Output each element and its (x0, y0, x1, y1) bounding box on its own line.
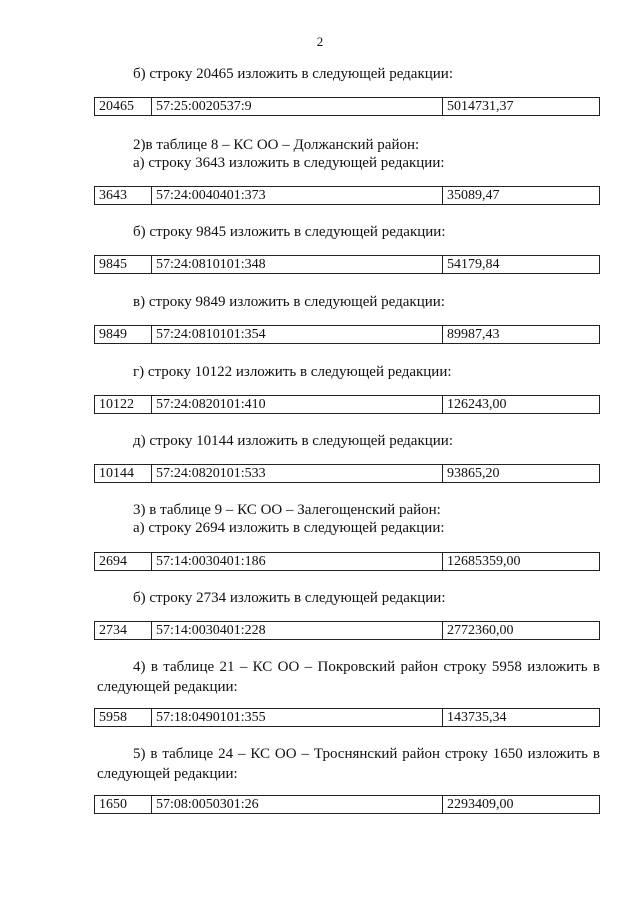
row-number: 5958 (95, 709, 152, 727)
row-number: 9845 (95, 256, 152, 274)
cadastral-number: 57:25:0020537:9 (152, 98, 443, 116)
data-table-row (94, 97, 600, 116)
cadastral-number: 57:24:0040401:373 (152, 187, 443, 205)
item-heading: а) строку 2694 изложить в следующей редакции: (133, 520, 445, 536)
cadastral-number: 57:08:0050301:26 (152, 796, 443, 814)
section-heading: 2)в таблице 8 – КС ОО – Должанский район: (133, 137, 420, 153)
cadastral-value: 143735,34 (443, 709, 600, 727)
cadastral-number: 57:24:0820101:533 (152, 465, 443, 483)
data-table-row (94, 552, 600, 571)
cadastral-value: 35089,47 (443, 187, 600, 205)
row-number: 2734 (95, 622, 152, 640)
cadastral-value: 2772360,00 (443, 622, 600, 640)
cadastral-number: 57:14:0030401:186 (152, 553, 443, 571)
row-number: 9849 (95, 326, 152, 344)
cadastral-value: 12685359,00 (443, 553, 600, 571)
cadastral-value: 126243,00 (443, 396, 600, 414)
section-heading: 3) в таблице 9 – КС ОО – Залегощенский район: (133, 502, 441, 518)
cadastral-number: 57:18:0490101:355 (152, 709, 443, 727)
item-heading: г) строку 10122 изложить в следующей редакции: (133, 364, 452, 380)
cadastral-number: 57:14:0030401:228 (152, 622, 443, 640)
cadastral-value: 54179,84 (443, 256, 600, 274)
data-table-row (94, 186, 600, 205)
item-heading: б) строку 2734 изложить в следующей редакции: (133, 590, 446, 606)
item-heading: а) строку 3643 изложить в следующей редакции: (133, 155, 445, 171)
cadastral-value: 5014731,37 (443, 98, 600, 116)
data-table-row (94, 795, 600, 814)
cadastral-value: 2293409,00 (443, 796, 600, 814)
data-table-row (94, 325, 600, 344)
cadastral-number: 57:24:0810101:348 (152, 256, 443, 274)
item-heading: д) строку 10144 изложить в следующей редакции: (133, 433, 453, 449)
cadastral-value: 93865,20 (443, 465, 600, 483)
item-heading: б) строку 9845 изложить в следующей редакции: (133, 224, 446, 240)
item-heading: в) строку 9849 изложить в следующей редакции: (133, 294, 445, 310)
data-table-row (94, 621, 600, 640)
row-number: 2694 (95, 553, 152, 571)
cadastral-number: 57:24:0810101:354 (152, 326, 443, 344)
row-number: 10122 (95, 396, 152, 414)
data-table-row (94, 395, 600, 414)
row-number: 10144 (95, 465, 152, 483)
cadastral-value: 89987,43 (443, 326, 600, 344)
item-heading: б) строку 20465 изложить в следующей редакции: (133, 66, 453, 82)
row-number: 1650 (95, 796, 152, 814)
data-table-row (94, 464, 600, 483)
data-table-row (94, 255, 600, 274)
data-table-row (94, 708, 600, 727)
row-number: 20465 (95, 98, 152, 116)
cadastral-number: 57:24:0820101:410 (152, 396, 443, 414)
row-number: 3643 (95, 187, 152, 205)
section-paragraph: 5) в таблице 24 – КС ОО – Троснянский район строку 1650 изложить в следующей редакции: (97, 746, 600, 782)
section-paragraph: 4) в таблице 21 – КС ОО – Покровский район строку 5958 изложить в следующей редакции: (97, 659, 600, 695)
page-number: 2 (316, 34, 324, 49)
